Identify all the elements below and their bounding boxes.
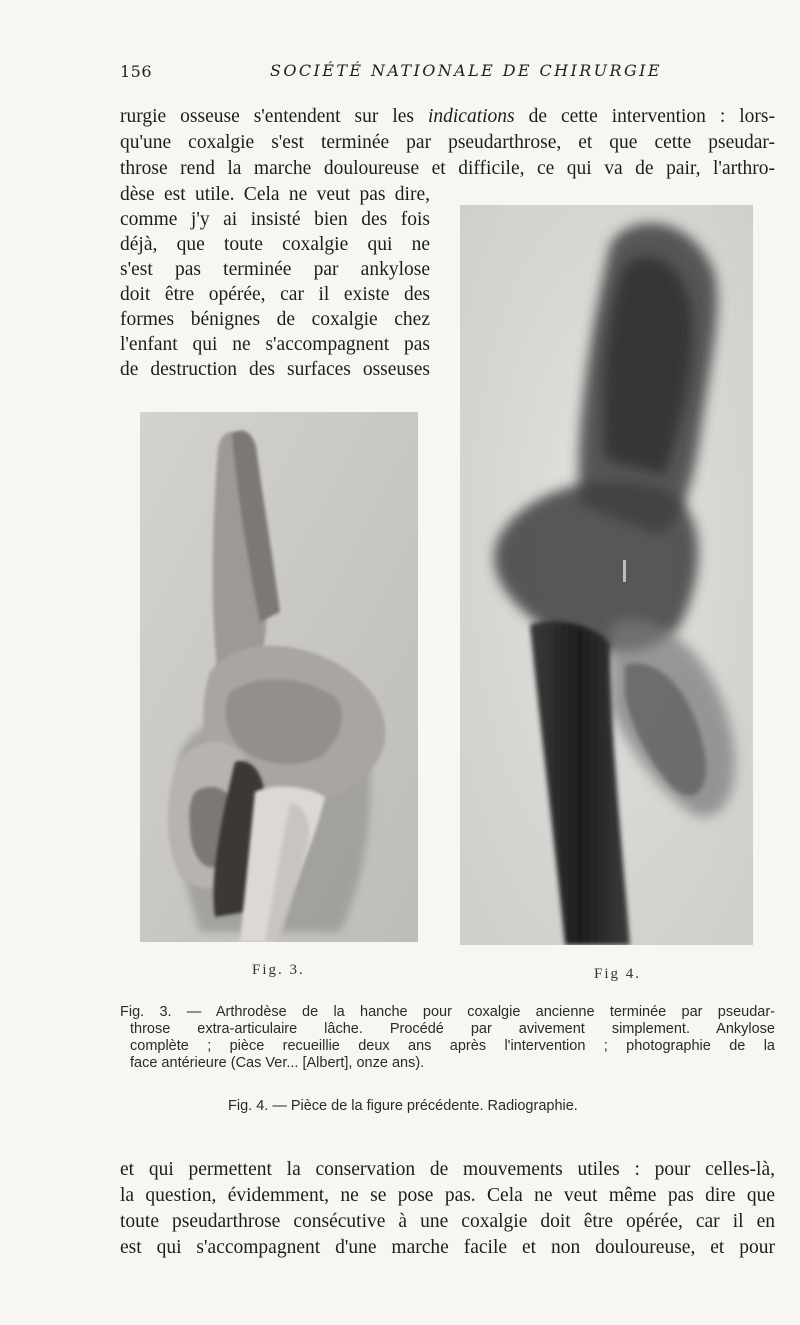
caption-line: complète ; pièce recueillie deux ans après l'intervention ; photographie de la [130, 1038, 775, 1054]
figure-3-label: Fig. 3. [252, 962, 305, 978]
caption-line: face antérieure (Cas Ver... [Albert], onze ans). [130, 1055, 425, 1071]
text-line: la question, évidemment, ne se pose pas. Cela ne veut même pas dire que [120, 1185, 775, 1206]
caption-line: throse extra-articulaire lâche. Procédé par avivement simplement. Ankylose [130, 1021, 775, 1037]
page-number: 156 [120, 62, 153, 81]
figure-4-label: Fig 4. [594, 966, 642, 982]
figure-4-caption: Fig. 4. — Pièce de la figure précédente. Radiographie. [228, 1098, 578, 1114]
running-title: SOCIÉTÉ NATIONALE DE CHIRURGIE [270, 61, 662, 80]
text-line: comme j'y ai insisté bien des fois [120, 209, 430, 230]
text-line: dèse est utile. Cela ne veut pas dire, [120, 184, 430, 205]
text-line: throse rend la marche douloureuse et difficile, ce qui va de pair, l'arthro- [120, 158, 775, 179]
text-line: de destruction des surfaces osseuses [120, 359, 430, 380]
text-line: et qui permettent la conservation de mouvements utiles : pour celles-là, [120, 1159, 775, 1180]
text-fragment: de cette intervention : lors- [514, 106, 776, 127]
text-line [120, 104, 775, 130]
caption-line: Fig. 3. — Arthrodèse de la hanche pour coxalgie ancienne terminée par pseudar- [120, 1004, 775, 1020]
text-line: qu'une coxalgie s'est terminée par pseudarthrose, et que cette pseudar- [120, 132, 775, 153]
text-line: est qui s'accompagnent d'une marche facile et non douloureuse, et pour [120, 1237, 775, 1258]
text-line: formes bénignes de coxalgie chez [120, 309, 430, 330]
figure-3-photograph [140, 412, 418, 942]
text-line: toute pseudarthrose consécutive à une coxalgie doit être opérée, car il en [120, 1211, 775, 1232]
text-line: déjà, que toute coxalgie qui ne [120, 234, 430, 255]
figure-4-radiograph [460, 205, 753, 945]
italic-term: indications [427, 106, 515, 127]
text-line: doit être opérée, car il existe des [120, 284, 430, 305]
figure-3-caption [120, 1004, 775, 1072]
text-line: s'est pas terminée par ankylose [120, 259, 430, 280]
text-line: l'enfant qui ne s'accompagnent pas [120, 334, 430, 355]
text-fragment: rurgie osseuse s'entendent sur les [120, 106, 428, 127]
